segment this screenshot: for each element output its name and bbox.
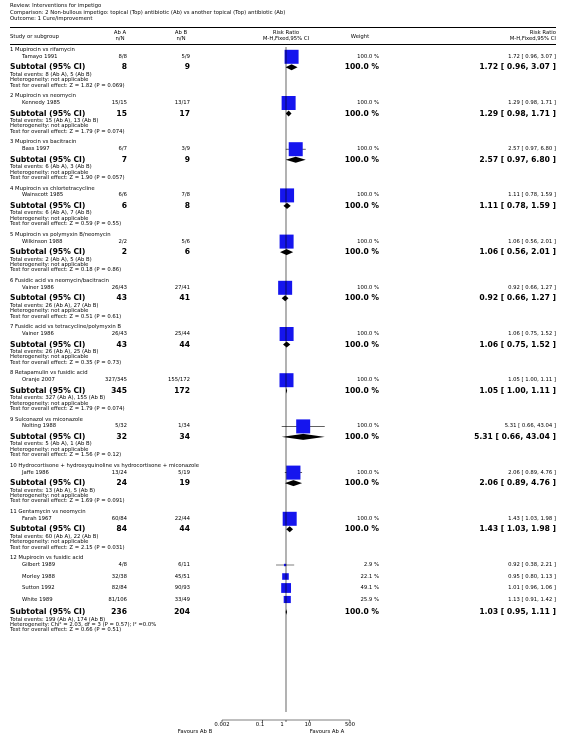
subgroup-note: Total events: 26 (Ab A), 25 (Ab B) (10, 349, 99, 355)
subgroup-note: Heterogeneity: not applicable (10, 262, 89, 268)
study-rr-ci: 1.43 [ 1.03, 1.98 ] (508, 515, 556, 522)
study-rr-ci: 1.29 [ 0.98, 1.71 ] (508, 100, 556, 106)
subgroup-title: 11 Gentamycin vs neomycin (10, 509, 86, 515)
subtotal-weight: 100.0 % (344, 108, 379, 118)
subgroup-title: 8 Retapamulin vs fusidic acid (10, 370, 88, 377)
favours-left: Favours Ab B (177, 729, 213, 735)
subgroup-note: Heterogeneity: Chi² = 2.03, df = 3 (P = 0.57); I² =0.0% (10, 621, 157, 628)
tick-label-3: 10 (304, 722, 312, 728)
subgroup-note: Test for overall effect: Z = 1.79 (P = 0.074) (10, 406, 125, 412)
study-rr-ci: 2.57 [ 0.97, 6.80 ] (508, 146, 556, 153)
col-abb-2: n/N (176, 36, 186, 42)
subtotal-label: Subtotal (95% CI) (10, 385, 86, 395)
weight-square (296, 419, 310, 433)
subtotal-weight: 100.0 % (344, 478, 379, 488)
subtotal-total-a: 84 (116, 524, 127, 534)
weight-square (286, 466, 300, 480)
study-weight: 100.0 % (357, 377, 379, 384)
subgroup-note: Heterogeneity: not applicable (10, 354, 89, 361)
summary-diamond (286, 64, 298, 70)
weight-square (280, 235, 294, 249)
subgroup-title: 2 Mupirocin vs neomycin (10, 93, 77, 100)
subgroup-note: Total events: 8 (Ab A), 5 (Ab B) (10, 71, 92, 78)
summary-diamond (280, 249, 293, 255)
study-events-b: 6/11 (178, 562, 190, 568)
study-name: Vainer 1986 (22, 331, 54, 337)
study-events-b: 5/9 (181, 53, 190, 60)
subgroup-note: Total events: 327 (Ab A), 155 (Ab B) (10, 395, 106, 402)
study-events-b: 27/41 (174, 284, 190, 291)
study-weight: 49.1 % (360, 585, 379, 591)
subtotal-total-b: 34 (179, 431, 190, 441)
weight-square (280, 327, 294, 341)
study-events-b: 13/17 (174, 100, 190, 106)
col-rr-1: Risk Ratio (272, 30, 300, 36)
study-events-b: 3/9 (181, 146, 190, 153)
weight-square (289, 142, 303, 156)
subgroup-note: Total events: 6 (Ab A), 7 (Ab B) (10, 210, 92, 217)
favours-right: Favours Ab A (309, 729, 345, 735)
study-events-a: 2/2 (118, 238, 127, 245)
subtotal-total-a: 236 (111, 607, 127, 616)
subtotal-total-a: 7 (121, 154, 127, 164)
summary-diamond (283, 342, 290, 348)
study-events-b: 25/44 (174, 331, 190, 337)
study-rr-ci: 0.92 [ 0.38, 2.21 ] (508, 562, 556, 568)
subtotal-rr-ci: 1.03 [ 0.95, 1.11 ] (479, 607, 556, 616)
subtotal-total-b: 19 (179, 478, 190, 488)
subgroup-note: Total events: 60 (Ab A), 22 (Ab B) (10, 533, 99, 540)
subtotal-total-a: 15 (116, 108, 127, 118)
subtotal-weight: 100.0 % (344, 62, 379, 72)
weight-square (284, 564, 286, 566)
study-rr-ci: 1.01 [ 0.96, 1.06 ] (508, 585, 556, 591)
study-rr-ci: 2.06 [ 0.89, 4.76 ] (508, 469, 556, 476)
subgroup-note: Heterogeneity: not applicable (10, 123, 89, 130)
summary-diamond (285, 480, 302, 486)
subtotal-weight: 100.0 % (344, 385, 379, 395)
subgroup-title: 5 Mupirocin vs polymyxin B/neomycin (10, 231, 111, 238)
study-rr-ci: 1.11 [ 0.78, 1.59 ] (508, 192, 556, 199)
subtotal-label: Subtotal (95% CI) (10, 607, 86, 616)
study-weight: 100.0 % (357, 331, 379, 337)
subtotal-total-b: 6 (184, 247, 190, 257)
study-events-b: 5/6 (181, 238, 190, 245)
study-name: Nolting 1988 (22, 423, 57, 430)
weight-square (285, 50, 299, 64)
subtotal-rr-ci: 1.11 [ 0.78, 1.59 ] (479, 200, 556, 210)
subtotal-rr-ci: 1.29 [ 0.98, 1.71 ] (479, 108, 556, 118)
summary-diamond (282, 295, 289, 301)
subtotal-rr-ci: 1.43 [ 1.03, 1.98 ] (479, 524, 556, 534)
study-name: Gilbert 1989 (22, 562, 56, 568)
subtotal-label: Subtotal (95% CI) (10, 62, 86, 72)
study-events-b: 5/19 (178, 469, 190, 476)
subgroup-note: Test for overall effect: Z = 1.90 (P = 0.057) (10, 175, 125, 181)
subgroup-title: 9 Sulconazol vs miconazole (10, 416, 83, 423)
study-events-a: 6/7 (118, 146, 127, 153)
study-rr-ci: 1.05 [ 1.00, 1.11 ] (508, 377, 556, 384)
study-name: Farah 1967 (22, 515, 52, 522)
subtotal-total-b: 41 (179, 293, 190, 303)
subgroup-note: Heterogeneity: not applicable (10, 169, 89, 176)
study-name: Sutton 1992 (22, 585, 55, 591)
study-events-a: 81/106 (108, 596, 127, 603)
subtotal-weight: 100.0 % (344, 431, 379, 441)
subgroup-note: Test for overall effect: Z = 0.66 (P = 0.51) (10, 627, 122, 634)
study-events-a: 8/8 (118, 53, 127, 60)
study-weight: 25.9 % (360, 596, 379, 603)
subtotal-label: Subtotal (95% CI) (10, 108, 86, 118)
subtotal-rr-ci: 1.06 [ 0.75, 1.52 ] (479, 339, 556, 349)
study-rr-ci: 1.06 [ 0.56, 2.01 ] (508, 238, 556, 245)
subtotal-rr-ci: 2.57 [ 0.97, 6.80 ] (479, 154, 556, 164)
subgroup-note: Heterogeneity: not applicable (10, 77, 89, 84)
weight-square (281, 583, 291, 593)
subtotal-total-a: 2 (121, 247, 127, 257)
weight-square (280, 188, 294, 202)
study-name: Wainscott 1985 (22, 192, 64, 199)
study-rr-ci: 5.31 [ 0.66, 43.04 ] (504, 423, 556, 430)
subtotal-label: Subtotal (95% CI) (10, 431, 86, 441)
summary-diamond (286, 388, 287, 394)
study-name: Jaffe 1986 (22, 469, 49, 476)
subgroup-title: 12 Mupirocin vs fusidic acid (10, 555, 84, 562)
study-weight: 100.0 % (357, 469, 379, 476)
tick-label-4: 500 (344, 722, 356, 728)
study-events-a: 5/32 (115, 423, 127, 430)
study-events-b: 1/34 (178, 423, 190, 430)
summary-diamond (283, 203, 290, 209)
subtotal-weight: 100.0 % (344, 200, 379, 210)
subgroup-note: Test for overall effect: Z = 1.69 (P = 0.091) (10, 498, 125, 505)
subtotal-rr-ci: 1.72 [ 0.96, 3.07 ] (479, 62, 556, 72)
col-aba-2: n/N (115, 36, 125, 42)
subtotal-total-b: 17 (179, 108, 190, 118)
summary-diamond (285, 609, 287, 615)
study-weight: 100.0 % (357, 423, 379, 430)
study-events-b: 33/49 (174, 596, 190, 603)
subtotal-label: Subtotal (95% CI) (10, 339, 86, 349)
subtotal-weight: 100.0 % (344, 339, 379, 349)
subgroup-note: Test for overall effect: Z = 0.18 (P = 0.86) (10, 267, 122, 274)
subgroup-note: Test for overall effect: Z = 1.56 (P = 0.12) (10, 452, 122, 459)
subtotal-total-b: 9 (184, 62, 190, 72)
study-events-a: 327/345 (104, 377, 127, 384)
col-weight: Weight (350, 34, 370, 40)
subtotal-total-b: 9 (184, 154, 190, 164)
weight-square (284, 596, 291, 603)
outcome-title: Outcome: 1 Cure/improvement (10, 16, 93, 22)
subgroup-note: Total events: 5 (Ab A), 1 (Ab B) (10, 441, 92, 448)
study-rr-ci: 1.06 [ 0.75, 1.52 ] (508, 331, 556, 337)
study-rr-ci: 1.72 [ 0.96, 3.07 ] (508, 53, 556, 60)
tick-label-2: 1 (280, 722, 284, 728)
col-rrci-1: Risk Ratio (529, 30, 556, 36)
subgroup-note: Total events: 6 (Ab A), 3 (Ab B) (10, 164, 92, 171)
weight-square (282, 573, 289, 580)
study-events-a: 32/38 (111, 573, 127, 580)
study-events-a: 15/15 (111, 100, 127, 106)
subtotal-weight: 100.0 % (344, 247, 379, 257)
subgroup-note: Total events: 199 (Ab A), 174 (Ab B) (10, 616, 106, 623)
study-events-b: 45/51 (174, 573, 190, 580)
weight-square (283, 512, 297, 526)
subgroup-note: Test for overall effect: Z = 0.35 (P = 0.73) (10, 359, 122, 366)
weight-square (280, 373, 294, 387)
subtotal-label: Subtotal (95% CI) (10, 524, 86, 534)
subgroup-note: Heterogeneity: not applicable (10, 215, 89, 222)
subtotal-label: Subtotal (95% CI) (10, 478, 86, 488)
subgroup-note: Heterogeneity: not applicable (10, 400, 89, 407)
subgroup-note: Test for overall effect: Z = 0.59 (P = 0.55) (10, 221, 122, 228)
subtotal-total-a: 6 (121, 200, 127, 210)
subtotal-weight: 100.0 % (344, 524, 379, 534)
subtotal-total-a: 43 (116, 339, 127, 349)
study-rr-ci: 0.92 [ 0.66, 1.27 ] (508, 284, 556, 291)
study-name: Wilkinson 1988 (22, 238, 63, 245)
subgroup-note: Test for overall effect: Z = 0.51 (P = 0.61) (10, 313, 122, 320)
study-events-a: 82/84 (111, 585, 127, 591)
col-study: Study or subgroup (10, 34, 59, 40)
study-name: Oranje 2007 (22, 377, 55, 384)
study-weight: 100.0 % (357, 100, 379, 106)
subtotal-total-b: 8 (184, 200, 190, 210)
study-name: Morley 1988 (22, 573, 56, 580)
subgroup-title: 6 Fusidic acid vs neomycin/bacitracin (10, 278, 109, 284)
subtotal-label: Subtotal (95% CI) (10, 293, 86, 303)
study-weight: 100.0 % (357, 238, 379, 245)
subtotal-rr-ci: 1.06 [ 0.56, 2.01 ] (479, 247, 556, 257)
study-weight: 2.9 % (363, 562, 379, 568)
col-aba-1: Ab A (113, 30, 127, 36)
tick-label-1: 0.1 (255, 722, 265, 728)
weight-square (278, 281, 292, 295)
study-name: Kennedy 1985 (22, 100, 61, 106)
subgroup-note: Total events: 15 (Ab A), 13 (Ab B) (10, 118, 99, 124)
subgroup-title: 1 Mupirocin vs rifamycin (10, 47, 75, 53)
study-events-a: 13/24 (111, 469, 127, 476)
subgroup-note: Test for overall effect: Z = 1.79 (P = 0.074) (10, 128, 125, 135)
col-abb-1: Ab B (174, 30, 188, 36)
subgroup-note: Test for overall effect: Z = 1.82 (P = 0.069) (10, 82, 125, 89)
study-events-b: 90/93 (174, 585, 190, 591)
subtotal-total-a: 32 (116, 431, 127, 441)
summary-diamond (286, 526, 293, 532)
col-rrci-2: M-H,Fixed,95% CI (509, 36, 556, 42)
study-rr-ci: 0.95 [ 0.80, 1.13 ] (508, 573, 556, 580)
study-name: Bass 1997 (22, 146, 50, 153)
study-weight: 100.0 % (357, 284, 379, 291)
subtotal-weight: 100.0 % (344, 607, 379, 616)
study-weight: 100.0 % (357, 146, 379, 153)
comparison-title: Comparison: 2 Non-bullous impetigo: topical (Top) antibiotic (Ab) vs another topical (Top) antibiotic (Ab) (10, 9, 286, 16)
subgroup-note: Total events: 13 (Ab A), 5 (Ab B) (10, 487, 96, 494)
header-rule-bottom (10, 44, 556, 45)
subtotal-label: Subtotal (95% CI) (10, 200, 86, 210)
subgroup-note: Heterogeneity: not applicable (10, 446, 89, 453)
study-events-a: 26/43 (111, 284, 127, 291)
subtotal-weight: 100.0 % (344, 154, 379, 164)
subtotal-total-b: 204 (174, 607, 190, 616)
subtotal-total-a: 43 (116, 293, 127, 303)
weight-square (282, 96, 296, 110)
study-events-b: 7/8 (181, 192, 190, 199)
subgroup-title: 3 Mupirocin vs bacitracin (10, 139, 77, 146)
subgroup-note: Total events: 26 (Ab A), 27 (Ab B) (10, 302, 99, 309)
summary-diamond (282, 434, 325, 440)
subgroup-note: Heterogeneity: not applicable (10, 539, 89, 546)
col-rr-2: M-H,Fixed,95% CI (262, 36, 310, 42)
review-title: Review: Interventions for impetigo (10, 3, 102, 9)
subtotal-label: Subtotal (95% CI) (10, 154, 86, 164)
header-rule-top (10, 27, 556, 28)
summary-diamond (286, 157, 306, 163)
subtotal-rr-ci: 1.05 [ 1.00, 1.11 ] (479, 385, 556, 395)
subtotal-label: Subtotal (95% CI) (10, 247, 86, 257)
subtotal-rr-ci: 0.92 [ 0.66, 1.27 ] (479, 293, 556, 303)
study-events-a: 4/8 (118, 562, 127, 568)
study-rr-ci: 1.13 [ 0.91, 1.42 ] (508, 596, 556, 603)
subtotal-total-a: 345 (111, 385, 127, 395)
study-weight: 22.1 % (360, 573, 379, 580)
subtotal-rr-ci: 5.31 [ 0.66, 43.04 ] (474, 431, 556, 441)
subtotal-total-a: 24 (116, 478, 127, 488)
subtotal-total-b: 44 (179, 339, 190, 349)
study-name: Vainer 1986 (22, 284, 54, 291)
subgroup-note: Test for overall effect: Z = 2.15 (P = 0.031) (10, 544, 125, 551)
subtotal-rr-ci: 2.06 [ 0.89, 4.76 ] (479, 478, 556, 488)
study-name: White 1989 (22, 596, 53, 603)
study-events-b: 22/44 (174, 515, 190, 522)
study-weight: 100.0 % (357, 192, 379, 199)
study-events-a: 60/84 (111, 515, 127, 522)
subtotal-weight: 100.0 % (344, 293, 379, 303)
subgroup-title: 10 Hydrocortisone + hydroxyquinoline vs hydrocortisone + miconazole (10, 462, 199, 469)
subgroup-title: 7 Fusidic acid vs tetracycline/polymyxin B (10, 324, 122, 331)
study-weight: 100.0 % (357, 53, 379, 60)
subtotal-total-a: 8 (121, 62, 127, 72)
subgroup-note: Heterogeneity: not applicable (10, 493, 89, 499)
study-events-a: 6/6 (118, 192, 127, 199)
subtotal-total-b: 44 (179, 524, 190, 534)
study-events-a: 26/43 (111, 331, 127, 337)
subgroup-title: 4 Mupirocin vs chlortetracycline (10, 185, 95, 192)
study-name: Tamayo 1991 (22, 53, 58, 60)
study-weight: 100.0 % (357, 515, 379, 522)
summary-diamond (286, 111, 292, 117)
subgroup-note: Total events: 2 (Ab A), 5 (Ab B) (10, 256, 92, 263)
tick-label-0: 0.002 (214, 722, 230, 728)
subtotal-total-b: 172 (174, 385, 190, 395)
study-events-b: 155/172 (167, 377, 190, 384)
subgroup-note: Heterogeneity: not applicable (10, 308, 89, 315)
